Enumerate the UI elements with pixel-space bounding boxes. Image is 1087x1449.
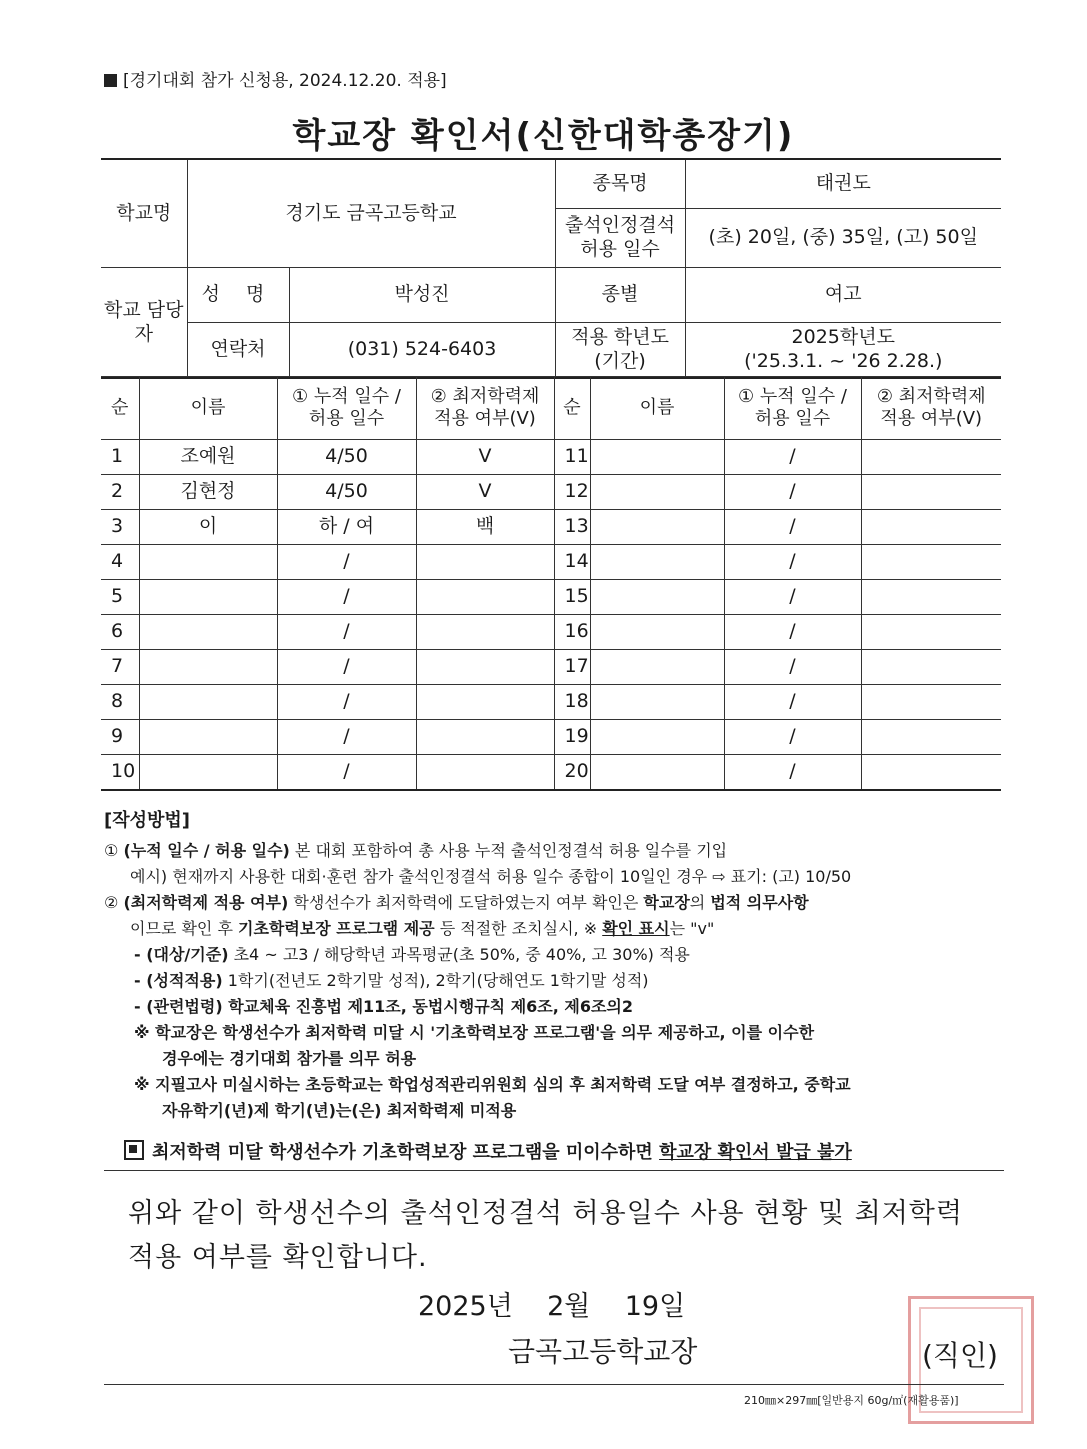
row-days-right: / xyxy=(724,650,861,685)
row-no: 6 xyxy=(101,615,139,650)
row-no-right: 14 xyxy=(554,545,590,580)
row-days-right: / xyxy=(724,475,861,510)
notice-line xyxy=(124,1138,852,1164)
header-min-2: 적용 여부(V) xyxy=(434,408,536,429)
instructions xyxy=(104,808,1004,1124)
event-label: 종목명 xyxy=(555,159,685,209)
signer-name: 금곡고등학교장 xyxy=(508,1335,698,1368)
row-no-right: 17 xyxy=(554,650,590,685)
row-days-right: / xyxy=(724,440,861,475)
row-name-right xyxy=(590,650,724,685)
table-row xyxy=(101,510,1001,545)
notice-emphasis: 학교장 확인서 발급 불가 xyxy=(659,1142,852,1163)
row-min xyxy=(416,685,554,720)
instruction-line-8: ※ 학교장은 학생선수가 최저학력 미달 시 '기초학력보장 프로그램'을 의무 제공하고, 이를 이수한 xyxy=(134,1023,815,1042)
row-name: 김현정 xyxy=(139,475,277,510)
table-row xyxy=(101,685,1001,720)
instruction-5-bold: - (대상/기준) xyxy=(134,945,229,964)
school-name-label: 학교명 xyxy=(101,159,187,268)
instruction-line-9: 경우에는 경기대회 참가를 의무 허용 xyxy=(162,1049,417,1068)
row-no-right: 13 xyxy=(554,510,590,545)
row-name xyxy=(139,545,277,580)
row-name xyxy=(139,755,277,791)
header-days-right-2: 허용 일수 xyxy=(754,408,831,429)
instruction-line-11: 자유학기(년)제 학기(년)는(은) 최저학력제 미적용 xyxy=(162,1101,517,1120)
row-min xyxy=(416,545,554,580)
row-name xyxy=(139,685,277,720)
header-days-right xyxy=(724,377,861,440)
row-name-right xyxy=(590,545,724,580)
row-days-right: / xyxy=(724,755,861,791)
row-days: / xyxy=(277,545,416,580)
row-name-right xyxy=(590,440,724,475)
row-min xyxy=(416,755,554,791)
row-min-right xyxy=(861,580,1001,615)
row-days: 4/50 xyxy=(277,475,416,510)
period-value: ('25.3.1. ~ '26 2.28.) xyxy=(744,350,943,372)
table-row xyxy=(101,545,1001,580)
boxed-arrow-icon xyxy=(124,1140,144,1160)
gender-label: 종별 xyxy=(555,268,685,323)
absence-label: 출석인정결석 허용 일수 xyxy=(555,209,685,268)
table-row xyxy=(101,440,1001,475)
row-min: V xyxy=(416,475,554,510)
header-min-right xyxy=(861,377,1001,440)
row-min-right xyxy=(861,720,1001,755)
school-info-table xyxy=(101,158,1001,379)
row-min: 백 xyxy=(416,510,554,545)
paper-spec: 210㎜×297㎜[일반용지 60g/㎡(재활용품)] xyxy=(744,1394,959,1407)
row-name-right xyxy=(590,615,724,650)
row-min-right xyxy=(861,615,1001,650)
circle-two: ② xyxy=(104,893,119,912)
row-min xyxy=(416,720,554,755)
row-days: / xyxy=(277,580,416,615)
instruction-line-1 xyxy=(104,838,1004,864)
instruction-line-4 xyxy=(104,916,1004,942)
student-table xyxy=(101,376,1001,791)
row-days: 4/50 xyxy=(277,440,416,475)
table-row xyxy=(101,755,1001,791)
instruction-line-5 xyxy=(104,942,1004,968)
row-min-right xyxy=(861,510,1001,545)
row-name-right xyxy=(590,685,724,720)
header-min-right-1: ② 최저학력제 xyxy=(876,385,986,407)
instruction-line-3 xyxy=(104,890,1004,916)
header-min xyxy=(416,377,554,440)
instruction-7-bold: - (관련법령) 학교체육 진흥법 제11조, 동법시행규칙 제6조, 제6조의2 xyxy=(134,997,634,1016)
row-min-right xyxy=(861,545,1001,580)
row-days-right: / xyxy=(724,545,861,580)
year-cell xyxy=(685,323,1001,379)
row-no-right: 11 xyxy=(554,440,590,475)
table-row xyxy=(101,475,1001,510)
gender-value: 여고 xyxy=(685,268,1001,323)
instruction-6-text: 1학기(전년도 2학기말 성적), 2학기(당해연도 1학기말 성적) xyxy=(222,971,649,990)
instructions-heading: [작성방법] xyxy=(104,810,191,831)
row-name xyxy=(139,720,277,755)
table-row xyxy=(101,720,1001,755)
row-name-right xyxy=(590,755,724,791)
instruction-1-text: 본 대회 포함하여 총 사용 누적 출석인정결석 허용 일수를 기입 xyxy=(289,841,728,860)
row-no-right: 19 xyxy=(554,720,590,755)
event-value: 태권도 xyxy=(685,159,1001,209)
table-row xyxy=(101,615,1001,650)
row-no: 7 xyxy=(101,650,139,685)
manager-name-value: 박성진 xyxy=(289,268,555,323)
school-name-value: 경기도 금곡고등학교 xyxy=(187,159,555,268)
row-no: 4 xyxy=(101,545,139,580)
row-days-right: / xyxy=(724,510,861,545)
instruction-line-10: ※ 지필고사 미실시하는 초등학교는 학업성적관리위원회 심의 후 최저학력 도달 여부 결정하고, 중학교 xyxy=(134,1075,851,1094)
row-name xyxy=(139,615,277,650)
row-min-right xyxy=(861,755,1001,791)
instruction-4-bold-1: 기초학력보장 프로그램 제공 xyxy=(238,919,435,938)
row-days: / xyxy=(277,685,416,720)
notice-text: 최저학력 미달 학생선수가 기초학력보장 프로그램을 미이수하면 xyxy=(152,1142,660,1163)
header-name-right: 이름 xyxy=(590,377,724,440)
row-min-right xyxy=(861,475,1001,510)
header-days-2: 허용 일수 xyxy=(308,408,385,429)
instruction-line-7 xyxy=(104,994,1004,1020)
square-bullet-icon xyxy=(104,74,117,87)
header-days-right-1: ① 누적 일수 / xyxy=(738,385,847,407)
row-days: / xyxy=(277,650,416,685)
instruction-3-bold-3: 법적 의무사항 xyxy=(710,893,809,912)
header-min-right-2: 적용 여부(V) xyxy=(880,408,983,429)
row-name xyxy=(139,580,277,615)
header-days xyxy=(277,377,416,440)
instruction-line-2: 예시) 현재까지 사용한 대회·훈련 참가 출석인정결석 허용 일수 종합이 10일인 경우 ⇨ 표기: (고) 10/50 xyxy=(130,867,852,886)
instruction-4-text-1: 이므로 확인 후 xyxy=(130,919,238,938)
row-no-right: 15 xyxy=(554,580,590,615)
row-min xyxy=(416,650,554,685)
divider xyxy=(104,1170,1004,1171)
instruction-line-6 xyxy=(104,968,1004,994)
instruction-5-text: 초4 ~ 고3 / 해당학년 과목평균(초 50%, 중 40%, 고 30%) 적용 xyxy=(228,945,690,964)
instruction-6-bold: - (성적적용) xyxy=(134,971,223,990)
row-min-right xyxy=(861,650,1001,685)
document-title: 학교장 확인서(신한대학총장기) xyxy=(292,116,795,156)
instruction-1-bold: (누적 일수 / 허용 일수) xyxy=(123,841,290,860)
row-name-right xyxy=(590,475,724,510)
row-no-right: 18 xyxy=(554,685,590,720)
row-name-right xyxy=(590,580,724,615)
row-no: 10 xyxy=(101,755,139,791)
row-name xyxy=(139,650,277,685)
row-no-right: 12 xyxy=(554,475,590,510)
instruction-4-text-2: 등 적절한 조치실시, ※ xyxy=(434,919,603,938)
instruction-3-bold-2: 학교장 xyxy=(643,893,690,912)
row-name: 이 xyxy=(139,510,277,545)
row-min xyxy=(416,615,554,650)
row-no: 2 xyxy=(101,475,139,510)
confirmation-statement: 위와 같이 학생선수의 출석인정결석 허용일수 사용 현황 및 최저학력 적용 여부를 확인합니다. xyxy=(128,1198,963,1273)
year-label: 적용 학년도 (기간) xyxy=(555,323,685,379)
bottom-divider xyxy=(104,1384,1004,1385)
row-min-right xyxy=(861,685,1001,720)
row-days-right: / xyxy=(724,580,861,615)
row-days: / xyxy=(277,720,416,755)
row-days-right: / xyxy=(724,615,861,650)
absence-value: (초) 20일, (중) 35일, (고) 50일 xyxy=(685,209,1001,268)
table-row xyxy=(101,580,1001,615)
instruction-3-text: 학생선수가 최저학력에 도달하였는지 여부 확인은 xyxy=(288,893,644,912)
row-no: 3 xyxy=(101,510,139,545)
row-no: 9 xyxy=(101,720,139,755)
subtitle-text: [경기대회 참가 신청용, 2024.12.20. 적용] xyxy=(123,71,447,91)
header-no-right: 순 xyxy=(554,377,590,440)
signature-date: 2025년 2월 19일 xyxy=(418,1291,686,1322)
instruction-4-text-3: 는 "v" xyxy=(669,919,715,938)
table-row xyxy=(101,650,1001,685)
row-no-right: 16 xyxy=(554,615,590,650)
instruction-4-bold-2: 확인 표시 xyxy=(602,919,670,938)
year-value: 2025학년도 xyxy=(791,326,895,349)
row-no: 5 xyxy=(101,580,139,615)
row-name: 조예원 xyxy=(139,440,277,475)
row-no: 8 xyxy=(101,685,139,720)
row-days: 하 / 여 xyxy=(277,510,416,545)
circle-one: ① xyxy=(104,841,119,860)
row-no-right: 20 xyxy=(554,755,590,791)
row-days: / xyxy=(277,615,416,650)
form-subtitle xyxy=(104,66,447,91)
row-days-right: / xyxy=(724,685,861,720)
instruction-3-text-2: 의 xyxy=(689,893,711,912)
contact-label: 연락처 xyxy=(187,323,289,379)
row-days: / xyxy=(277,755,416,791)
manager-name-label: 성 명 xyxy=(187,268,289,323)
seal-label: (직인) xyxy=(922,1339,998,1372)
header-name: 이름 xyxy=(139,377,277,440)
row-min-right xyxy=(861,440,1001,475)
header-no: 순 xyxy=(101,377,139,440)
header-days-1: ① 누적 일수 / xyxy=(292,385,401,407)
contact-value: (031) 524-6403 xyxy=(289,323,555,379)
row-name-right xyxy=(590,720,724,755)
header-min-1: ② 최저학력제 xyxy=(430,385,540,407)
manager-label: 학교 담당자 xyxy=(101,268,187,379)
row-min xyxy=(416,580,554,615)
row-name-right xyxy=(590,510,724,545)
row-min: V xyxy=(416,440,554,475)
row-days-right: / xyxy=(724,720,861,755)
instruction-3-bold: (최저학력제 적용 여부) xyxy=(123,893,289,912)
row-no: 1 xyxy=(101,440,139,475)
